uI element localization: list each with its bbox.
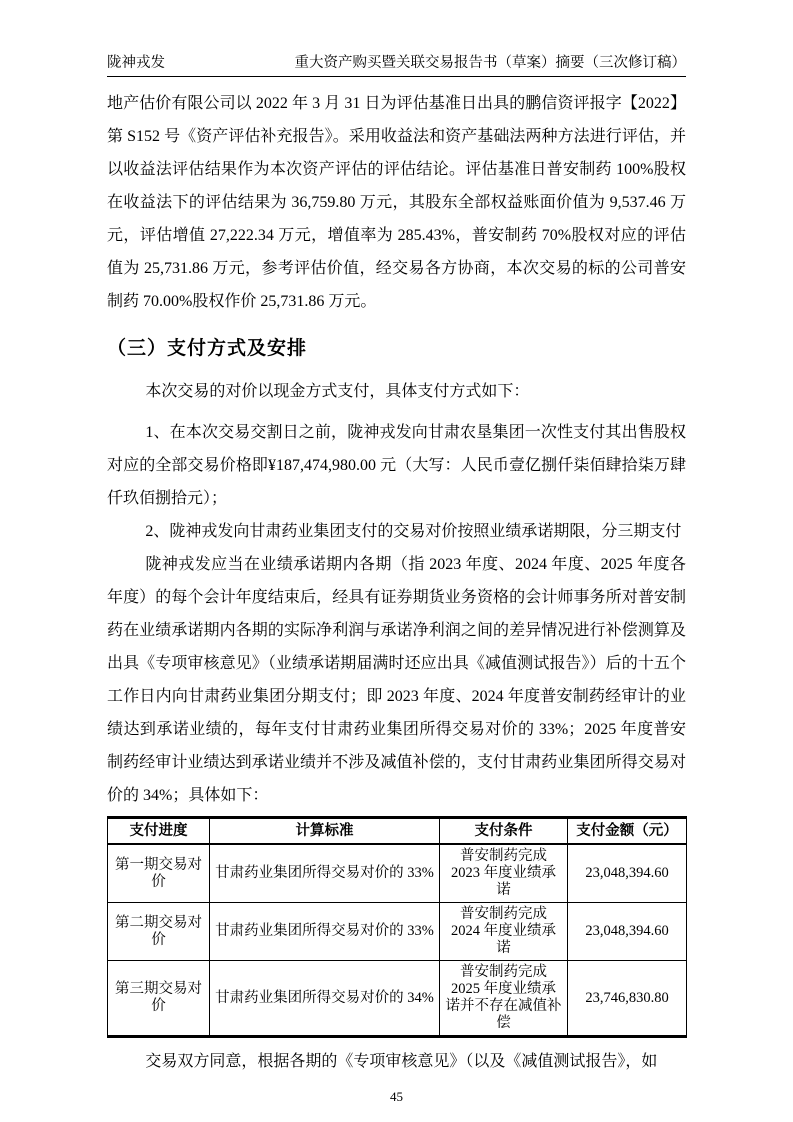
cell-stage: 第一期交易对价 [108,844,210,903]
column-header-condition: 支付条件 [440,818,568,845]
paragraph-payment-item-2: 2、陇神戎发向甘肃药业集团支付的交易对价按照业绩承诺期限，分三期支付 [145,523,682,540]
cell-stage: 第二期交易对价 [108,903,210,961]
cell-condition: 普安制药完成 2023 年度业绩承诺 [440,844,568,903]
table-row [108,961,687,1037]
cell-amount: 23,048,394.60 [568,903,687,961]
header-report-title: 重大资产购买暨关联交易报告书（草案）摘要（三次修订稿） [294,55,686,71]
cell-stage: 第三期交易对价 [108,961,210,1037]
paragraph-agreement-continuation: 交易双方同意，根据各期的《专项审核意见》（以及《减值测试报告》，如 [145,1053,658,1070]
payment-schedule-table [107,816,687,1038]
footer-page-number: 45 [390,1089,403,1104]
table-row [108,844,687,903]
cell-condition: 普安制药完成 2025 年度业绩承诺并不存在减值补偿 [440,961,568,1037]
paragraph-performance-commitment: 陇神戎发应当在业绩承诺期内各期（指 2023 年度、2024 年度、2025 年度各年度）的每个会计年度结束后，经具有证券期货业务资格的会计师事务所对普安制药在业绩承诺期内各期的实际净利润与承诺净利润之间的差异情况进行补偿测算及出具《专项审核意见》（业绩承诺期届满时还应出具《减值测试报告》）后的十五个工作日内向甘肃药业集团分期支付；即 2023 年度、2024 年度普安制药经审计的业绩达到承诺业绩的，每年支付甘肃药业集团所得交易对价的 33%；2025 年度普安制药经审计业绩达到承诺业绩并不涉及减值补偿的，支付甘肃药业集团所得交易对价的 34%；具体如下： [107,556,686,804]
header-company-name: 陇神戎发 [107,55,165,71]
column-header-standard: 计算标准 [210,818,440,845]
table-header-row [108,818,687,845]
table-row [108,903,687,961]
cell-amount: 23,048,394.60 [568,844,687,903]
paragraph-payment-item-1: 1、在本次交易交割日之前，陇神戎发向甘肃农垦集团一次性支付其出售股权对应的全部交易价格即¥187,474,980.00 元（大写：人民币壹亿捌仟柒佰肆拾柒万肆仟玖佰捌拾元）； [107,424,686,507]
cell-standard: 甘肃药业集团所得交易对价的 33% [210,844,440,903]
cell-standard: 甘肃药业集团所得交易对价的 34% [210,961,440,1037]
section-heading-payment: （三）支付方式及安排 [107,338,308,359]
page-header [107,0,686,77]
cell-condition: 普安制药完成 2024 年度业绩承诺 [440,903,568,961]
column-header-amount: 支付金额（元） [568,818,687,845]
column-header-stage: 支付进度 [108,818,210,845]
cell-amount: 23,746,830.80 [568,961,687,1037]
paragraph-valuation-summary: 地产估价有限公司以 2022 年 3 月 31 日为评估基准日出具的鹏信资评报字【2022】第 S152 号《资产评估补充报告》。采用收益法和资产基础法两种方法进行评估，并以收益法评估结果作为本次资产评估的评估结论。评估基准日普安制药 100%股权在收益法下的评估结果为 36,759.80 万元，其股东全部权益账面价值为 9,537.46 万元，评估增值 27,222.34 万元，增值率为 285.43%，普安制药 70%股权对应的评估值为 25,731.86 万元，参考评估价值，经交易各方协商，本次交易的标的公司普安制药 70.00%股权作价 25,731.86 万元。 [107,95,686,310]
cell-standard: 甘肃药业集团所得交易对价的 33% [210,903,440,961]
paragraph-payment-intro: 本次交易的对价以现金方式支付，具体支付方式如下： [145,383,530,400]
